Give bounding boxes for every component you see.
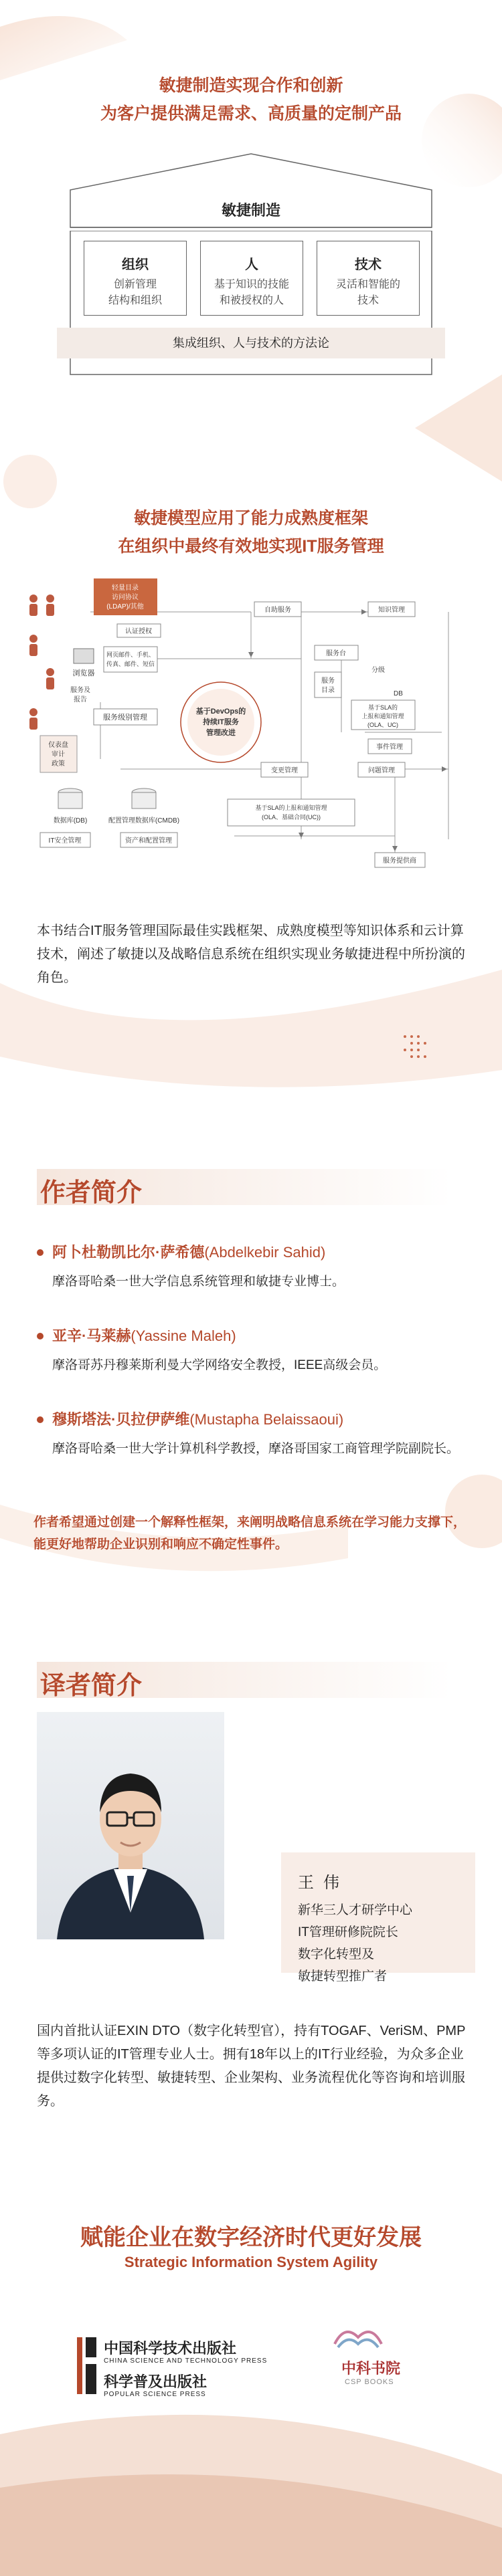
column-title: 技术: [355, 257, 382, 272]
house-base-label: 集成组织、人与技术的方法论: [57, 328, 445, 358]
press-logo-icon: [74, 2334, 100, 2397]
translator-name: 王伟: [298, 1874, 349, 1892]
cost-line3: 政策: [52, 760, 65, 768]
people-icon: [29, 595, 54, 730]
column-title: 人: [245, 257, 258, 272]
sla1-line1: 基于SLA的: [367, 704, 398, 711]
service-level-mgmt: 服务级别管理: [103, 714, 147, 722]
book-summary: 本书结合IT服务管理国际最佳实践框架、成熟度模型等知识体系和云计算技术，阐述了敏捷以及战略信息系统在组织实现业务敏捷进程中所扮演的角色。: [37, 924, 465, 985]
column-desc: 基于知识的技能: [214, 279, 289, 290]
ldap-line1: 轻量目录: [112, 584, 139, 592]
translator-photo: [37, 1712, 224, 1939]
author-name-cn: 亚辛·马莱赫: [52, 1327, 131, 1344]
column-desc: 和被授权的人: [219, 295, 284, 306]
csp-name-cn: 中科书院: [341, 2360, 401, 2377]
author-name: [52, 1241, 325, 1262]
column-desc: 结构和组织: [108, 295, 162, 306]
press2-name-cn: 科学普及出版社: [104, 2373, 207, 2391]
service-report-line2: 报告: [74, 696, 87, 704]
translator-bio: 国内首批认证EXIN DTO（数字化转型官），持有TOGAF、VeriSM、PMP等多项认证的IT管理专业人士。拥有18年以上的IT行业经验，为众多企业提供过数字化转型、敏捷转型、企业架构、业务流程优化等咨询和培训服务。: [37, 2024, 466, 2109]
catalog-line2: 目录: [321, 687, 335, 694]
cost-line2: 审计: [52, 751, 65, 758]
provider-label: 服务提供商: [383, 857, 416, 865]
house-roof: [57, 148, 445, 235]
knowledge-label: 知识管理: [378, 607, 405, 614]
translator-section-title: 译者简介: [40, 1672, 143, 1700]
sla1-line2: 上报和通知管理: [361, 713, 404, 720]
intro-headline-line2: 为客户提供满足需求、高质量的定制产品: [100, 104, 402, 123]
asset-mgmt-label: 资产和配置管理: [125, 837, 172, 845]
it-security-label: IT安全管理: [48, 837, 82, 845]
devops-line3: 管理改进: [206, 729, 236, 737]
service-desk-label: 服务台: [326, 650, 346, 657]
bullet-dot: [37, 1249, 44, 1256]
sla2-line1: 基于SLA的上报和通知管理: [255, 804, 327, 811]
house-column-organization: [84, 241, 187, 316]
translator-role: IT管理研修院院长: [298, 1925, 398, 1939]
author-name-en: (Mustapha Belaissaoui): [189, 1411, 344, 1428]
ldap-line2: 访问协议: [112, 594, 139, 601]
catalog-line1: 服务: [321, 677, 335, 685]
cost-line1: 仅表盘: [48, 742, 68, 749]
translator-role: 新华三人才研学中心: [298, 1903, 413, 1917]
sla2-line2: (OLA、基础合同(UC)): [262, 814, 321, 821]
column-title: 组织: [122, 257, 149, 272]
author-name-cn: 穆斯塔法·贝拉伊萨维: [52, 1411, 190, 1428]
author-name-en: (Yassine Maleh): [131, 1327, 236, 1344]
browser-sub2: 传真、邮件、短信: [106, 661, 155, 667]
cmdb-label: 配置管理数据库(CMDB): [108, 817, 180, 825]
bullet-dot: [37, 1333, 44, 1339]
change-mgmt-label: 变更管理: [271, 767, 298, 774]
auth-label: 认证授权: [125, 628, 152, 635]
author-desc: 摩洛哥哈桑一世大学信息系统管理和敏捷专业博士。: [52, 1275, 345, 1289]
dot-arrow-decoration: [398, 1030, 438, 1070]
itsm-diagram: [20, 572, 482, 879]
column-desc: 灵活和智能的: [335, 279, 400, 290]
model-headline-line1: 敏捷模型应用了能力成熟度框架: [133, 509, 368, 528]
db-label: 数据库(DB): [53, 817, 88, 825]
devops-line1: 基于DevOps的: [195, 708, 246, 716]
house-roof-label: 敏捷制造: [221, 202, 280, 219]
authors-quote: 作者希望通过创建一个解释性框架，来阐明战略信息系统在学习能力支撑下，能更好地帮助企业识别和响应不确定性事件。: [33, 1515, 467, 1551]
csp-name-en: CSP BOOKS: [345, 2378, 394, 2386]
grading-label: 分级: [371, 667, 385, 674]
sla1-line3: (OLA、UC): [367, 722, 399, 728]
translator-role: 数字化转型及: [298, 1947, 375, 1961]
db2-label: DB: [394, 690, 403, 697]
author-desc: 摩洛哥哈桑一世大学计算机科学教授，摩洛哥国家工商管理学院副院长。: [52, 1442, 460, 1456]
self-service-label: 自助服务: [264, 607, 291, 614]
house-column-people: [200, 241, 303, 316]
author-name-cn: 阿卜杜勒凯比尔·萨希德: [52, 1244, 205, 1261]
author-name-en: (Abdelkebir Sahid): [204, 1244, 326, 1261]
model-headline-line2: 在组织中最终有效地实现IT服务管理: [118, 537, 384, 556]
bullet-dot: [37, 1416, 44, 1423]
press1-name-en: CHINA SCIENCE AND TECHNOLOGY PRESS: [104, 2357, 268, 2365]
csp-books-icon: [328, 2321, 388, 2354]
intro-headline-line1: 敏捷制造实现合作和创新: [159, 76, 343, 95]
browser-label: 浏览器: [72, 669, 95, 677]
house-column-technology: [317, 241, 420, 316]
service-report-line1: 服务及: [70, 687, 90, 694]
author-name: [52, 1408, 343, 1429]
authors-section-title: 作者简介: [40, 1179, 143, 1207]
browser-sub1: 网页邮件、手机、: [106, 651, 155, 658]
event-mgmt-label: 事件管理: [376, 744, 403, 751]
column-desc: 创新管理: [113, 279, 157, 290]
column-desc: 技术: [357, 295, 379, 306]
ldap-line3: (LDAP)/其他: [106, 603, 144, 611]
translator-role: 敏捷转型推广者: [298, 1969, 388, 1983]
author-name: [52, 1325, 236, 1346]
problem-mgmt-label: 问题管理: [368, 767, 395, 774]
press2-name-en: POPULAR SCIENCE PRESS: [104, 2391, 206, 2398]
slogan-cn: 赋能企业在数字经济时代更好发展: [80, 2225, 422, 2250]
slogan-en: Strategic Information System Agility: [124, 2254, 378, 2270]
press1-name-cn: 中国科学技术出版社: [104, 2340, 237, 2357]
author-desc: 摩洛哥苏丹穆莱斯利曼大学网络安全教授，IEEE高级会员。: [52, 1358, 387, 1372]
devops-line2: 持续IT服务: [203, 718, 239, 726]
